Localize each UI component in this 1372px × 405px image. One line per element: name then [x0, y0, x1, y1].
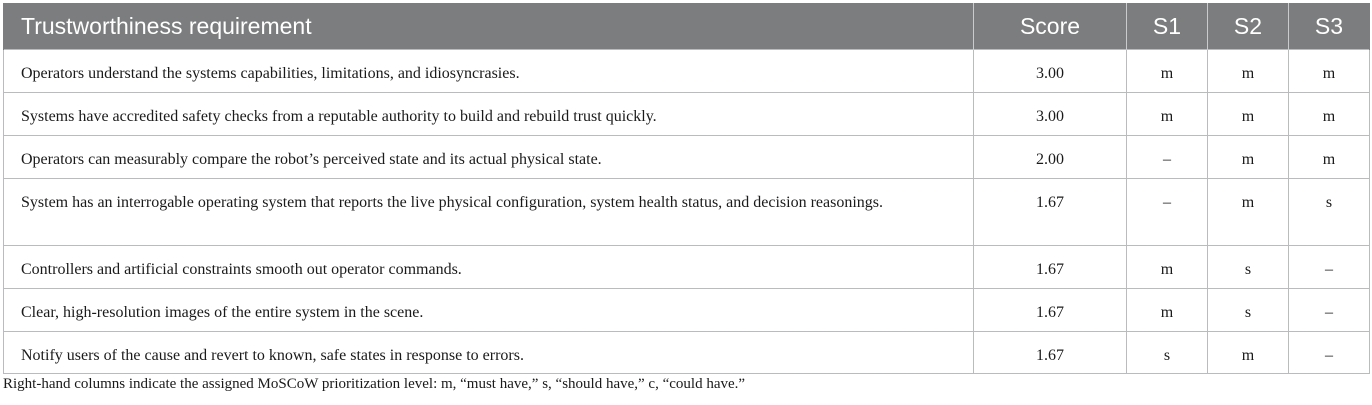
header-s3: S3 [1289, 3, 1370, 50]
requirement-cell: Clear, high-resolution images of the entire system in the scene. [4, 289, 974, 332]
s1-cell: m [1127, 289, 1208, 332]
table-row [4, 50, 1370, 93]
header-requirement: Trustworthiness requirement [4, 3, 974, 50]
header-row [4, 3, 1370, 50]
s1-cell: – [1127, 136, 1208, 179]
s3-cell: m [1289, 93, 1370, 136]
s2-cell: s [1208, 289, 1289, 332]
requirements-table-container [3, 3, 1369, 374]
s3-cell: m [1289, 50, 1370, 93]
s2-cell: m [1208, 179, 1289, 246]
table-row [4, 289, 1370, 332]
s3-cell: – [1289, 332, 1370, 374]
score-cell: 3.00 [974, 93, 1127, 136]
s2-cell: m [1208, 136, 1289, 179]
requirement-cell: Operators can measurably compare the robot’s perceived state and its actual physical state. [4, 136, 974, 179]
table-body [4, 50, 1370, 374]
s1-cell: s [1127, 332, 1208, 374]
requirement-cell: Controllers and artificial constraints smooth out operator commands. [4, 246, 974, 289]
score-cell: 1.67 [974, 332, 1127, 374]
s1-cell: m [1127, 50, 1208, 93]
s2-cell: m [1208, 93, 1289, 136]
s1-cell: m [1127, 93, 1208, 136]
requirement-cell: System has an interrogable operating system that reports the live physical configuration, system health status, and decision reasonings. [4, 179, 974, 246]
s2-cell: m [1208, 332, 1289, 374]
s3-cell: – [1289, 289, 1370, 332]
s3-cell: m [1289, 136, 1370, 179]
requirements-table [3, 3, 1370, 374]
header-s2: S2 [1208, 3, 1289, 50]
requirement-cell: Operators understand the systems capabilities, limitations, and idiosyncrasies. [4, 50, 974, 93]
table-row [4, 179, 1370, 246]
table-footnote: Right-hand columns indicate the assigned MoSCoW prioritization level: m, “must have,” s, “should have,” c, “could have.” [3, 376, 746, 392]
table-row [4, 246, 1370, 289]
s3-cell: s [1289, 179, 1370, 246]
header-score: Score [974, 3, 1127, 50]
s2-cell: m [1208, 50, 1289, 93]
score-cell: 2.00 [974, 136, 1127, 179]
score-cell: 1.67 [974, 289, 1127, 332]
score-cell: 1.67 [974, 179, 1127, 246]
score-cell: 1.67 [974, 246, 1127, 289]
table-row [4, 136, 1370, 179]
requirement-cell: Notify users of the cause and revert to known, safe states in response to errors. [4, 332, 974, 374]
s3-cell: – [1289, 246, 1370, 289]
table-row [4, 332, 1370, 374]
table-row [4, 93, 1370, 136]
s1-cell: – [1127, 179, 1208, 246]
table-header [4, 3, 1370, 50]
requirement-cell: Systems have accredited safety checks from a reputable authority to build and rebuild trust quickly. [4, 93, 974, 136]
s1-cell: m [1127, 246, 1208, 289]
header-s1: S1 [1127, 3, 1208, 50]
s2-cell: s [1208, 246, 1289, 289]
score-cell: 3.00 [974, 50, 1127, 93]
